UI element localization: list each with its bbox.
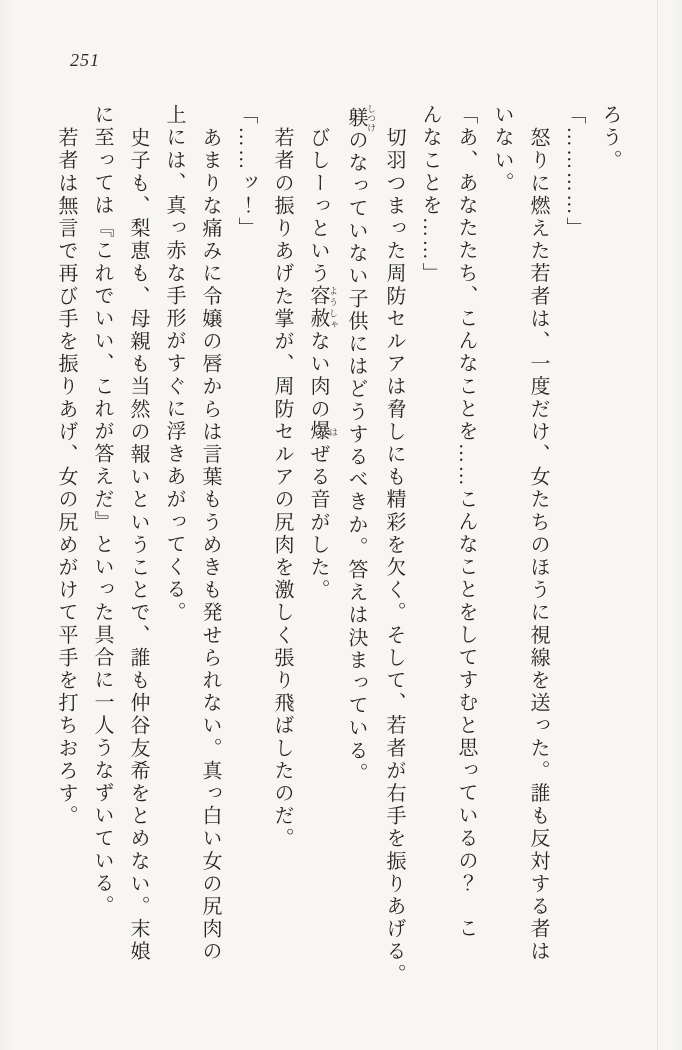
text-line: 怒りに燃えた若者は、一度だけ、女たちのほうに視線を送った。誰も反対する者は bbox=[527, 126, 549, 963]
text-line: ろう。 bbox=[599, 104, 621, 172]
text-line: いない。 bbox=[491, 104, 513, 195]
text-line: に至っては『これでいい、これが答えだ』といった具合に一人うなずいている。 bbox=[91, 104, 113, 918]
furigana-ruby: 容赦 ようしゃ bbox=[307, 284, 338, 330]
text-block bbox=[48, 104, 628, 1012]
furigana-ruby: 爆 は bbox=[307, 420, 338, 444]
text-line: 「……ッ！」 bbox=[235, 104, 257, 240]
page-number: 251 bbox=[70, 50, 100, 70]
text-line: 若者の振りあげた掌が、周防セルアの尻肉を激しく張り飛ばしたのだ。 bbox=[271, 126, 293, 850]
text-line: 「…………」 bbox=[563, 104, 585, 240]
furigana-ruby: 躾 しつけ bbox=[345, 104, 376, 133]
text-line: あまりな痛みに令嬢の唇からは言葉もうめきも発せられない。真っ白い女の尻肉の bbox=[199, 126, 221, 963]
text-line: 史子も、梨恵も、母親も当然の報いということで、誰も仲谷友希をとめない。末娘 bbox=[127, 126, 149, 963]
text-line: 切羽つまった周防セルアは脅しにも精彩を欠く。そして、若者が右手を振りあげる。 bbox=[383, 126, 405, 986]
text-line: 「あ、あなたたち、こんなことを……こんなことをしてすむと思っているの？ こ bbox=[455, 104, 477, 941]
text-line: 上には、真っ赤な手形がすぐに浮きあがってくる。 bbox=[163, 104, 185, 624]
text-line: んなことを……」 bbox=[419, 104, 441, 285]
text-line: びしーっという容赦 ようしゃない肉の爆 はぜる音がした。 bbox=[307, 126, 338, 602]
page-edge-line bbox=[657, 0, 658, 1050]
text-line: 若者は無言で再び手を振りあげ、女の尻めがけて平手を打ちおろす。 bbox=[55, 126, 77, 828]
text-line: 躾 しつけのなっていない子供にはどうするべきか。答えは決まっている。 bbox=[345, 104, 376, 785]
